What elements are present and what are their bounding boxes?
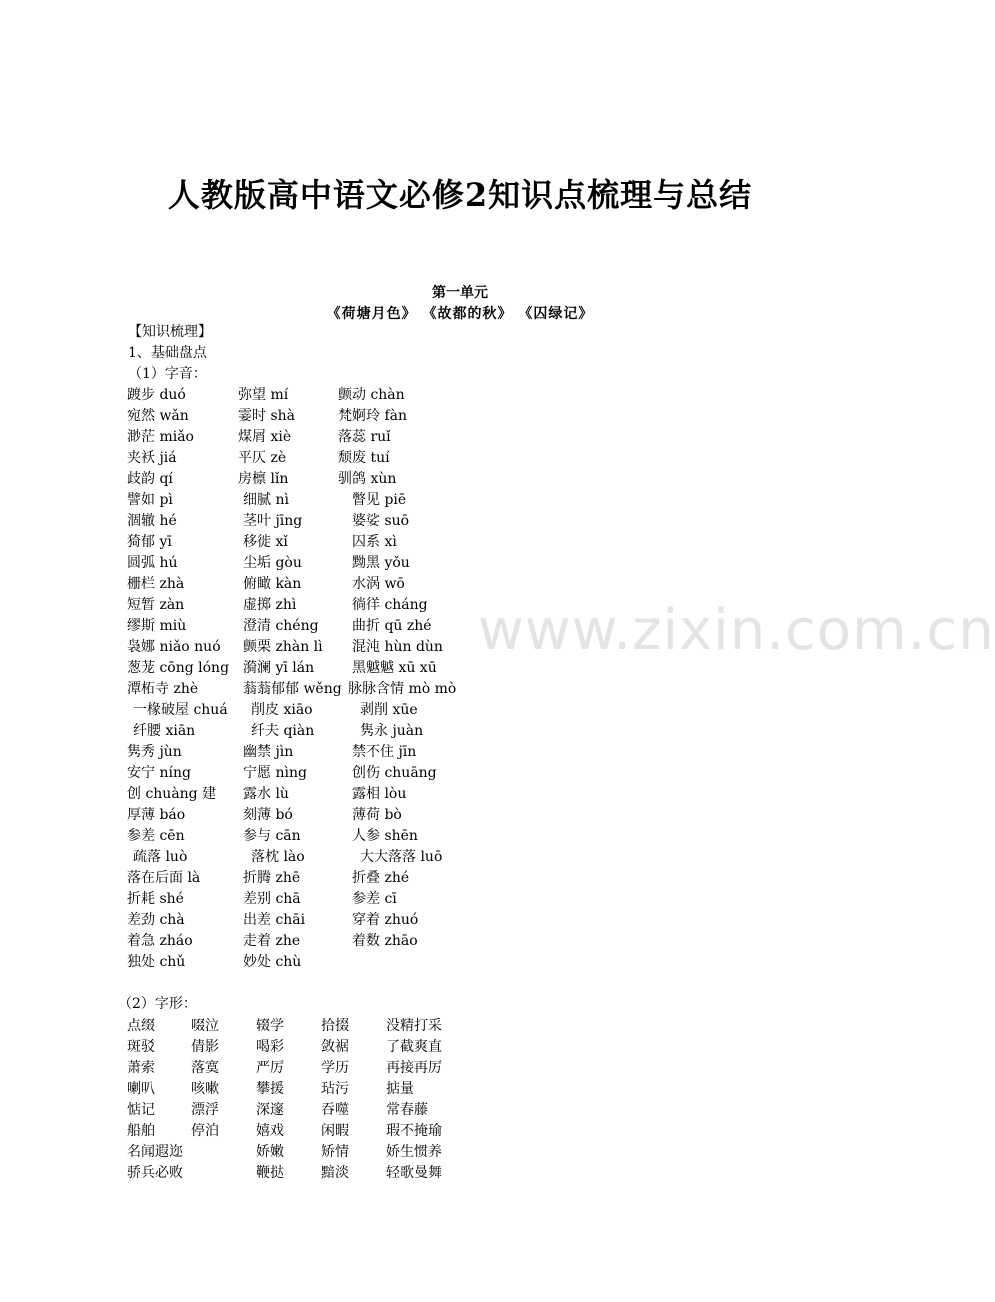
glyph-entry: 黯淡 <box>321 1165 349 1181</box>
pinyin-entry: 妙处 chù <box>243 954 302 970</box>
glyph-row <box>0 1100 920 1120</box>
pinyin-entry: 圆弧 hú <box>127 555 178 571</box>
glyph-row <box>0 1058 920 1078</box>
glyph-row <box>0 1079 920 1099</box>
section-heading: 【知识梳理】 <box>128 324 212 340</box>
glyph-entry: 名闻遐迩 <box>127 1144 183 1160</box>
pinyin-entry: 露水 lù <box>243 786 289 802</box>
glyph-entry: 矫情 <box>321 1144 349 1160</box>
glyph-entry: 深邃 <box>256 1102 284 1118</box>
pinyin-entry: 缪斯 miù <box>127 618 187 634</box>
glyph-heading: （2）字形： <box>118 996 197 1012</box>
pinyin-entry: 虚掷 zhì <box>243 597 297 613</box>
pinyin-entry: 歧韵 qí <box>127 471 173 487</box>
glyph-entry: 嬉戏 <box>256 1123 284 1139</box>
pinyin-entry: 剥削 xūe <box>360 702 418 718</box>
pinyin-row <box>0 406 920 426</box>
pinyin-entry: 一椽破屋 chuá <box>133 702 228 718</box>
document-title: 人教版高中语文必修2知识点梳理与总结 <box>167 176 753 214</box>
pinyin-row <box>0 784 920 804</box>
pinyin-entry: 梵婀玲 fàn <box>338 408 407 424</box>
watermark: www.zixin.com.cn <box>478 598 995 663</box>
unit-title: 第一单元 <box>432 285 488 301</box>
pinyin-entry: 宛然 wǎn <box>127 408 189 424</box>
glyph-entry: 漂浮 <box>191 1102 219 1118</box>
subsection-heading: 1、基础盘点 <box>128 345 207 361</box>
glyph-entry: 没精打采 <box>386 1018 442 1034</box>
glyph-entry: 萧索 <box>127 1060 155 1076</box>
pinyin-entry: 曲折 qū zhé <box>352 618 432 634</box>
works-list: 《荷塘月色》 《故都的秋》 《囚绿记》 <box>326 306 594 322</box>
pinyin-entry: 黝黑 yǒu <box>352 555 410 571</box>
pinyin-entry: 纤夫 qiàn <box>251 723 315 739</box>
pinyin-row <box>0 805 920 825</box>
pinyin-row <box>0 532 920 552</box>
pinyin-row <box>0 385 920 405</box>
glyph-entry: 倩影 <box>191 1039 219 1055</box>
glyph-entry: 停泊 <box>191 1123 219 1139</box>
glyph-entry: 瑕不掩瑜 <box>386 1123 442 1139</box>
glyph-entry: 鞭挞 <box>256 1165 284 1181</box>
glyph-entry: 点缀 <box>127 1018 155 1034</box>
pinyin-entry: 徜徉 cháng <box>352 597 428 613</box>
pinyin-entry: 漪澜 yī lán <box>243 660 315 676</box>
pinyin-entry: 厚薄 báo <box>127 807 186 823</box>
pinyin-row <box>0 469 920 489</box>
glyph-entry: 了截爽直 <box>386 1039 442 1055</box>
pinyin-heading: （1）字音： <box>128 366 207 382</box>
pinyin-entry: 涸辙 hé <box>127 513 177 529</box>
pinyin-entry: 薄荷 bò <box>352 807 402 823</box>
pinyin-entry: 潭柘寺 zhè <box>127 681 199 697</box>
pinyin-row <box>0 952 920 972</box>
pinyin-row <box>0 721 920 741</box>
glyph-entry: 落寞 <box>191 1060 219 1076</box>
pinyin-entry: 颤动 chàn <box>338 387 405 403</box>
glyph-entry: 拾掇 <box>321 1018 349 1034</box>
glyph-row <box>0 1016 920 1036</box>
pinyin-entry: 落枕 lào <box>251 849 305 865</box>
pinyin-entry: 人参 shēn <box>352 828 418 844</box>
pinyin-entry: 差劲 chà <box>127 912 185 928</box>
pinyin-entry: 落在后面 là <box>127 870 201 886</box>
pinyin-entry: 幽禁 jìn <box>243 744 294 760</box>
glyph-entry: 玷污 <box>321 1081 349 1097</box>
pinyin-entry: 出差 chāi <box>243 912 306 928</box>
pinyin-entry: 澄清 chéng <box>243 618 319 634</box>
pinyin-entry: 差别 chā <box>243 891 301 907</box>
glyph-row <box>0 1163 920 1183</box>
glyph-row <box>0 1142 920 1162</box>
pinyin-entry: 渺茫 miǎo <box>127 429 194 445</box>
glyph-entry: 娇生惯养 <box>386 1144 442 1160</box>
pinyin-entry: 宁愿 nìng <box>243 765 307 781</box>
pinyin-entry: 譬如 pì <box>127 492 173 508</box>
glyph-entry: 攀援 <box>256 1081 284 1097</box>
pinyin-entry: 霎时 shà <box>238 408 295 424</box>
pinyin-row <box>0 511 920 531</box>
pinyin-row <box>0 427 920 447</box>
pinyin-entry: 穿着 zhuó <box>352 912 419 928</box>
pinyin-entry: 水涡 wō <box>352 576 405 592</box>
pinyin-row <box>0 448 920 468</box>
pinyin-entry: 着数 zhāo <box>352 933 418 949</box>
glyph-entry: 闲暇 <box>321 1123 349 1139</box>
pinyin-row <box>0 574 920 594</box>
pinyin-entry: 露相 lòu <box>352 786 407 802</box>
pinyin-entry: 脉脉含情 mò mò <box>348 681 457 697</box>
pinyin-entry: 疏落 luò <box>133 849 188 865</box>
pinyin-entry: 房檩 lǐn <box>238 471 289 487</box>
glyph-entry: 娇嫩 <box>256 1144 284 1160</box>
glyph-entry: 敛裾 <box>321 1039 349 1055</box>
pinyin-entry: 猗郁 yī <box>127 534 172 550</box>
pinyin-entry: 着急 zháo <box>127 933 193 949</box>
pinyin-row <box>0 553 920 573</box>
pinyin-entry: 折腾 zhē <box>243 870 301 886</box>
pinyin-row <box>0 826 920 846</box>
pinyin-entry: 踱步 duó <box>127 387 186 403</box>
pinyin-entry: 俯瞰 kàn <box>243 576 302 592</box>
glyph-entry: 常春藤 <box>386 1102 428 1118</box>
glyph-row <box>0 1121 920 1141</box>
pinyin-entry: 混沌 hùn dùn <box>352 639 443 655</box>
pinyin-row <box>0 700 920 720</box>
pinyin-row <box>0 889 920 909</box>
pinyin-entry: 细腻 nì <box>243 492 289 508</box>
pinyin-entry: 隽秀 jùn <box>127 744 182 760</box>
pinyin-entry: 安宁 níng <box>127 765 191 781</box>
pinyin-entry: 折叠 zhé <box>352 870 410 886</box>
glyph-entry: 船舶 <box>127 1123 155 1139</box>
glyph-entry: 学历 <box>321 1060 349 1076</box>
pinyin-entry: 婆娑 suō <box>352 513 410 529</box>
pinyin-entry: 平仄 zè <box>238 450 287 466</box>
pinyin-entry: 尘垢 gòu <box>243 555 302 571</box>
pinyin-entry: 移徙 xǐ <box>243 534 288 550</box>
glyph-entry: 吞噬 <box>321 1102 349 1118</box>
glyph-entry: 喇叭 <box>127 1081 155 1097</box>
pinyin-entry: 禁不住 jīn <box>352 744 417 760</box>
pinyin-entry: 参与 cān <box>243 828 301 844</box>
pinyin-entry: 瞥见 piē <box>352 492 407 508</box>
glyph-entry: 辍学 <box>256 1018 284 1034</box>
pinyin-entry: 参差 cī <box>352 891 397 907</box>
pinyin-entry: 黑魆魆 xū xū <box>352 660 437 676</box>
glyph-entry: 掂量 <box>386 1081 414 1097</box>
pinyin-row <box>0 742 920 762</box>
pinyin-entry: 茎叶 jīng <box>243 513 303 529</box>
pinyin-row <box>0 910 920 930</box>
pinyin-row <box>0 679 920 699</box>
pinyin-entry: 颓废 tuí <box>338 450 390 466</box>
pinyin-entry: 削皮 xiāo <box>251 702 313 718</box>
glyph-entry: 惦记 <box>127 1102 155 1118</box>
pinyin-entry: 夹袄 jiá <box>127 450 177 466</box>
pinyin-entry: 短暂 zàn <box>127 597 185 613</box>
pinyin-entry: 袅娜 niǎo nuó <box>127 639 221 655</box>
pinyin-entry: 大大落落 luō <box>360 849 443 865</box>
glyph-entry: 咳嗽 <box>191 1081 219 1097</box>
pinyin-entry: 创 chuàng 建 <box>127 786 217 802</box>
pinyin-entry: 囚系 xì <box>352 534 397 550</box>
pinyin-entry: 栅栏 zhà <box>127 576 185 592</box>
pinyin-entry: 创伤 chuāng <box>352 765 437 781</box>
glyph-entry: 啜泣 <box>191 1018 219 1034</box>
glyph-entry: 再接再厉 <box>386 1060 442 1076</box>
glyph-entry: 严厉 <box>256 1060 284 1076</box>
pinyin-entry: 纤腰 xiān <box>133 723 196 739</box>
pinyin-entry: 驯鸽 xùn <box>338 471 397 487</box>
glyph-entry: 斑驳 <box>127 1039 155 1055</box>
pinyin-entry: 刻薄 bó <box>243 807 293 823</box>
glyph-entry: 骄兵必败 <box>127 1165 183 1181</box>
glyph-entry: 喝彩 <box>256 1039 284 1055</box>
pinyin-entry: 蓊蓊郁郁 wěng <box>243 681 342 697</box>
pinyin-entry: 弥望 mí <box>238 387 289 403</box>
pinyin-row <box>0 763 920 783</box>
pinyin-entry: 煤屑 xiè <box>238 429 292 445</box>
pinyin-entry: 折耗 shé <box>127 891 184 907</box>
pinyin-entry: 葱茏 cōng lóng <box>127 660 230 676</box>
pinyin-row <box>0 868 920 888</box>
pinyin-row <box>0 847 920 867</box>
glyph-entry: 轻歌曼舞 <box>386 1165 442 1181</box>
pinyin-row <box>0 931 920 951</box>
glyph-row <box>0 1037 920 1057</box>
pinyin-entry: 颤栗 zhàn lì <box>243 639 323 655</box>
pinyin-entry: 走着 zhe <box>243 933 301 949</box>
pinyin-row <box>0 490 920 510</box>
pinyin-entry: 隽永 juàn <box>360 723 424 739</box>
pinyin-entry: 参差 cēn <box>127 828 185 844</box>
pinyin-entry: 落蕊 ruǐ <box>338 429 391 445</box>
pinyin-entry: 独处 chǔ <box>127 954 186 970</box>
